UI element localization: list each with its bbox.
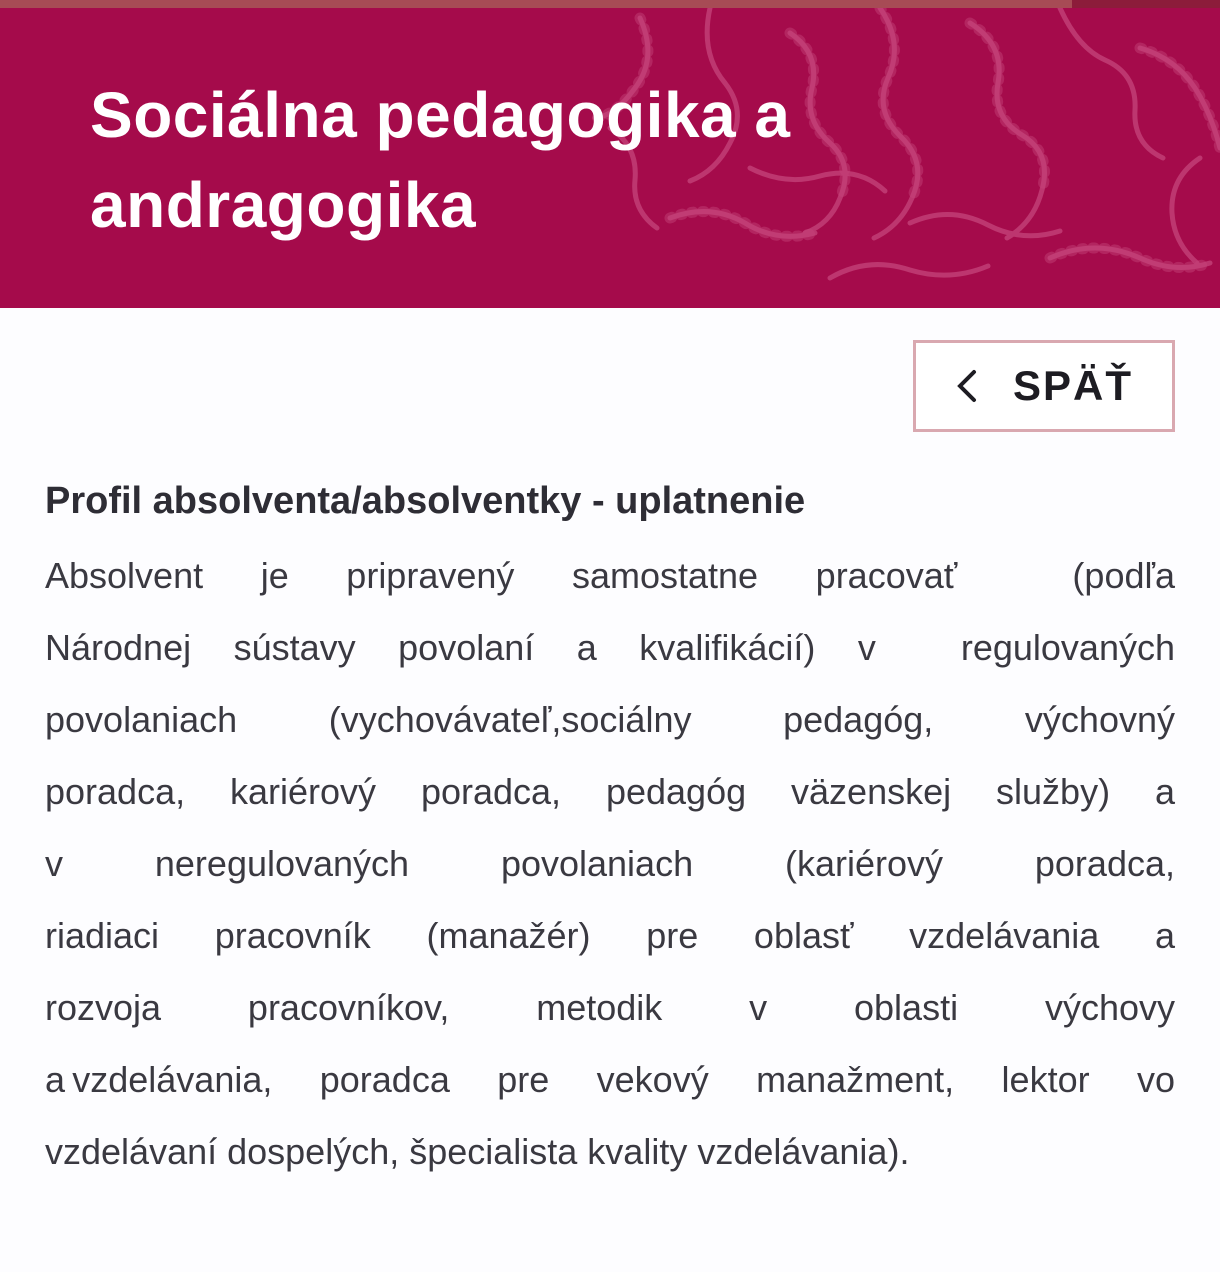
paragraph-line: Absolvent je pripravený samostatne pracovať (podľa — [45, 555, 1175, 596]
paragraph-line: vzdelávaní dospelých, špecialista kvality vzdelávania). — [45, 1131, 910, 1172]
top-accent-bar-right — [1072, 0, 1220, 8]
paragraph-line: a vzdelávania, poradca pre vekový manažment, lektor vo — [45, 1059, 1175, 1100]
paragraph-line: poradca, kariérový poradca, pedagóg väzenskej služby) a — [45, 771, 1175, 812]
page-title: Sociálna pedagogika a andragogika — [90, 79, 791, 241]
top-accent-bar-left — [0, 0, 1072, 8]
paragraph-line: rozvoja pracovníkov, metodik v oblasti výchovy — [45, 987, 1175, 1028]
chevron-left-icon — [955, 366, 979, 406]
paragraph-line: povolaniach (vychovávateľ,sociálny pedagóg, výchovný — [45, 699, 1175, 740]
profile-paragraph — [45, 540, 1175, 1188]
main-content — [0, 432, 1220, 1188]
section-heading: Profil absolventa/absolventky - uplatnenie — [45, 480, 806, 522]
paragraph-line: v neregulovaných povolaniach (kariérový poradca, — [45, 843, 1175, 884]
top-accent-bar — [0, 0, 1220, 8]
page-header — [0, 8, 1220, 308]
back-button-row — [0, 308, 1220, 432]
paragraph-line: Národnej sústavy povolaní a kvalifikácií) v regulovaných — [45, 627, 1175, 668]
back-button-label: SPÄŤ — [1012, 362, 1133, 409]
paragraph-line: riadiaci pracovník (manažér) pre oblasť vzdelávania a — [45, 915, 1175, 956]
back-button[interactable] — [913, 340, 1175, 432]
